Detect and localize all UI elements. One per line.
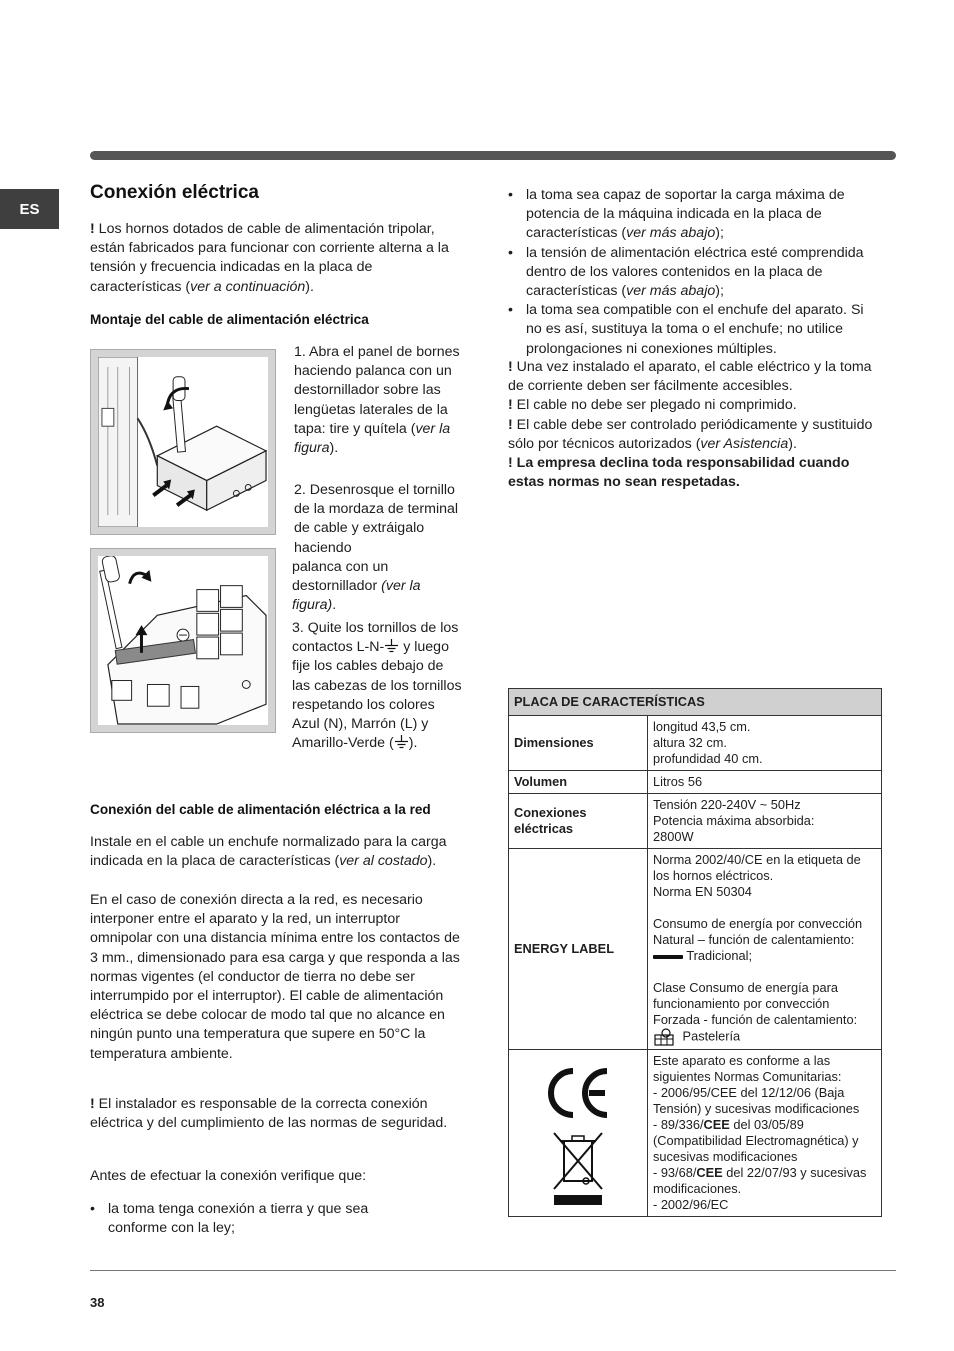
certification-logos xyxy=(509,1050,648,1217)
montaje-heading: Montaje del cable de alimentación eléctrica xyxy=(90,312,369,327)
connections-value: Tensión 220-240V ~ 50Hz Potencia máxima absorbida: 2800W xyxy=(648,794,882,849)
note-cable-check: ! El cable debe ser controlado periódicamente y sustituido sólo por técnicos autorizados (ver Asistencia). xyxy=(508,416,873,452)
energy-value: Norma 2002/40/CE en la etiqueta de los hornos eléctricos. Norma EN 50304 Consumo de energía por convección Natural – función de calentamiento: Tradicional; Clase Consumo de energía para funcionamiento por convección Forzada - función de calentamiento: Pastelería xyxy=(648,849,882,1050)
table-row xyxy=(509,1050,882,1217)
volume-value: Litros 56 xyxy=(648,771,882,794)
step-2-part-b: palanca con un destornillador (ver la figura). xyxy=(292,559,421,614)
table-row xyxy=(509,794,882,849)
ground-icon xyxy=(394,735,409,749)
connections-label: Conexiones eléctricas xyxy=(509,794,648,849)
conventional-heating-icon xyxy=(653,955,683,959)
step-2-part-a: 2. Desenrosque el tornillo de la mordaza de terminal de cable y extráigalo haciendo xyxy=(294,482,459,556)
language-tab: ES xyxy=(0,189,59,229)
ce-mark-icon xyxy=(543,1065,613,1121)
table-row xyxy=(509,849,882,1050)
figure-terminal-cover xyxy=(90,349,276,535)
page-number: 38 xyxy=(90,1295,105,1310)
volume-label: Volumen xyxy=(509,771,648,794)
step-1: 1. Abra el panel de bornes haciendo palanca con un destornillador sobre las lengüetas laterales de la tapa: tire y quítela (ver la figura). xyxy=(294,344,460,457)
terminal-cover-illustration xyxy=(98,357,268,527)
list-item: • la toma sea compatible con el enchufe del aparato. Si no es así, sustituya la toma o el enchufe; no utilice prolongaciones ni conexiones múltiples. xyxy=(508,301,882,359)
instalador-paragraph: ! El instalador es responsable de la correcta conexión eléctrica y del cumplimiento de las normas de seguridad. xyxy=(90,1096,448,1132)
step-3: 3. Quite los tornillos de los contactos L-N- y luego fije los cables debajo de las cabezas de los tornillos respetando los colores Azul (N), Marrón (L) y Amarillo-Verde ( ). xyxy=(292,620,462,752)
list-item: • la toma tenga conexión a tierra y que sea conforme con la ley; xyxy=(90,1200,430,1238)
pastry-fan-icon xyxy=(653,1028,679,1046)
top-bar xyxy=(90,151,896,160)
dimensions-value: longitud 43,5 cm. altura 32 cm. profundidad 40 cm. xyxy=(648,716,882,771)
energy-label: ENERGY LABEL xyxy=(509,849,648,1050)
specs-table xyxy=(508,688,882,1217)
page-title: Conexión eléctrica xyxy=(90,182,259,203)
table-row xyxy=(509,716,882,771)
ground-icon xyxy=(384,639,399,653)
norms-value: Este aparato es conforme a las siguientes Normas Comunitarias: - 2006/95/CEE del 12/12/06 (Baja Tensión) y sucesivas modificaciones - 89/336/CEE del 03/05/89 (Compatibilidad Electromagnética) y sucesivas modificaciones - 93/68/CEE del 22/07/93 y sucesivas modificaciones. - 2002/96/EC xyxy=(648,1050,882,1217)
dimensions-label: Dimensiones xyxy=(509,716,648,771)
table-row xyxy=(509,771,882,794)
list-item: • la toma sea capaz de soportar la carga máxima de potencia de la máquina indicada en la placa de características (ver más abajo); xyxy=(508,186,882,244)
bottom-rule xyxy=(90,1270,896,1271)
checklist-left xyxy=(90,1200,430,1238)
figure-terminal-block xyxy=(90,548,276,733)
list-item: • la tensión de alimentación eléctrica esté comprendida dentro de los valores contenidos en la placa de características (ver más abajo); xyxy=(508,244,882,302)
terminal-block-illustration xyxy=(98,556,268,725)
intro-paragraph: ! Los hornos dotados de cable de alimentación tripolar, están fabricados para funcionar con corriente alterna a la tensión y frecuencia indicadas en la placa de características (ver a continuación). xyxy=(90,221,449,295)
note-cable-fold: ! El cable no debe ser plegado ni comprimido. xyxy=(508,397,797,414)
weee-bin-icon xyxy=(550,1131,606,1205)
checklist-right xyxy=(508,186,882,359)
note-accessible: ! Una vez instalado el aparato, el cable eléctrico y la toma de corriente deben ser fácilmente accesibles. xyxy=(508,359,872,395)
note-responsibility: ! La empresa declina toda responsabilidad cuando estas normas no sean respetadas. xyxy=(508,455,850,491)
antes-paragraph: Antes de efectuar la conexión verifique que: xyxy=(90,1168,367,1184)
conexion-red-heading: Conexión del cable de alimentación eléctrica a la red xyxy=(90,802,431,817)
instale-paragraph: Instale en el cable un enchufe normalizado para la carga indicada en la placa de características (ver al costado). xyxy=(90,834,447,870)
notes-block xyxy=(508,358,882,492)
conexion-directa-paragraph: En el caso de conexión directa a la red, es necesario interponer entre el aparato y la red, un interruptor omnipolar con una distancia mínima entre los contactos de 3 mm., dimensionado para esa carga y que responda a las normas vigentes (el conductor de tierra no debe ser interrumpido por el interruptor). El cable de alimentación eléctrica se debe colocar de modo tal que no alcance en ningún punto una temperatura que supere en 50°C la temperatura ambiente. xyxy=(90,892,460,1062)
table-header: PLACA DE CARACTERÍSTICAS xyxy=(509,689,882,716)
